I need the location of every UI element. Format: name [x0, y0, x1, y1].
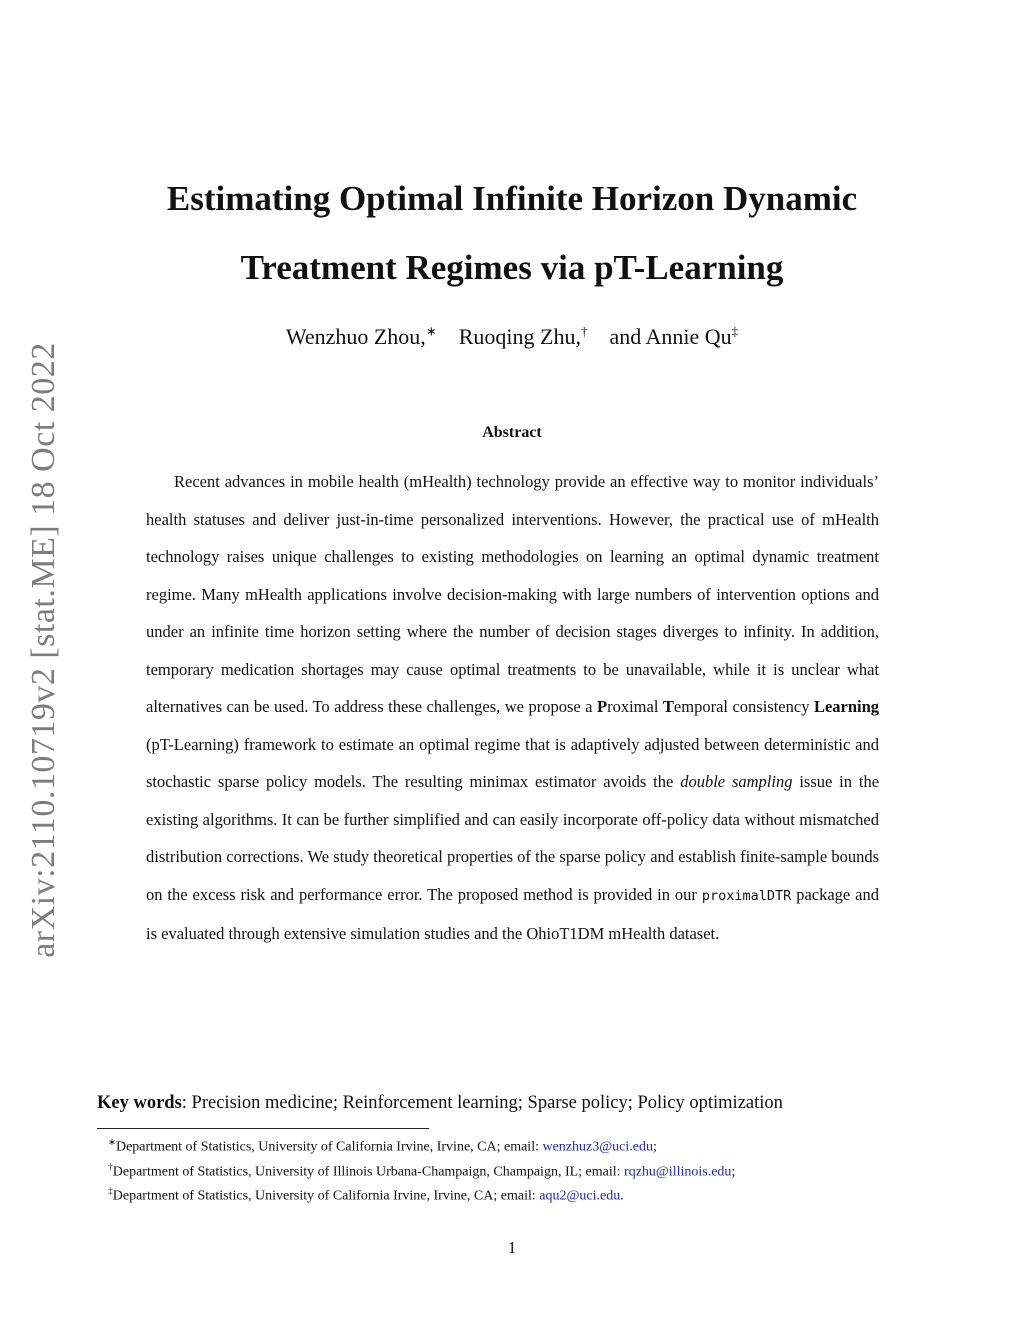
footnote-end: .	[620, 1188, 624, 1204]
footnote-mark: ‡	[108, 1187, 113, 1198]
abstract-text-2: (pT-Learning) framework to estimate an optimal regime that is adaptively adjusted between deterministic and stochastic sparse policy models. The resulting minimax estimator avoids the	[146, 734, 879, 791]
email-link[interactable]: aqu2@uci.edu	[539, 1188, 621, 1204]
abstract-heading: Abstract	[482, 424, 542, 441]
keywords	[97, 1093, 927, 1114]
author-list	[0, 324, 1024, 350]
footnote-mark: ∗	[108, 1138, 116, 1148]
title-line-2: Treatment Regimes via pT-Learning	[240, 248, 784, 287]
arxiv-identifier: arXiv:2110.10719v2 [stat.ME] 18 Oct 2022	[25, 342, 62, 958]
footnote-divider	[97, 1128, 429, 1129]
abstract-italic: double sampling	[680, 772, 793, 791]
author-2	[459, 324, 588, 349]
email-link[interactable]: wenzhuz3@uci.edu	[542, 1139, 653, 1155]
author-mark: ∗	[425, 324, 437, 339]
abstract-body	[146, 463, 879, 953]
abstract-bold-learning: Learning	[813, 697, 880, 716]
footnote-mark: †	[108, 1162, 113, 1173]
abstract-code: proximalDTR	[701, 887, 792, 904]
keywords-label: Key words	[97, 1093, 182, 1113]
page-number: 1	[507, 1238, 517, 1257]
author-name: Ruoqing Zhu,	[458, 324, 581, 350]
footnote-end: ;	[652, 1139, 657, 1155]
abstract-bold-p: P	[597, 697, 608, 716]
abstract-text-1: Recent advances in mobile health (mHealth) technology provide an effective way to monitor individuals’ health statuses and deliver just-in-time personalized interventions. However, the practical use of mHealth technology raises unique challenges to existing methodologies on learning an optimal dynamic treatment regime. Many mHealth applications involve decision-making with large numbers of intervention options and under an infinite time horizon setting where the number of decision stages diverges to infinity. In addition, temporary medication shortages may cause optimal treatments to be unavailable, while it is unclear what alternatives can be used. To address these challenges, we propose a	[146, 472, 879, 716]
keywords-text: : Precision medicine; Reinforcement learning; Sparse policy; Policy optimization	[181, 1093, 783, 1113]
abstract-bold-t: T	[662, 697, 674, 716]
footnote-text: Department of Statistics, University of California Irvine, Irvine, CA; email:	[112, 1188, 540, 1204]
author-name: Wenzhuo Zhou,	[285, 324, 426, 350]
footnote	[108, 1182, 988, 1207]
abstract-text-roximal: roximal	[607, 697, 659, 716]
footnote-text: Department of Statistics, University of Illinois Urbana-Champaign, Champaign, IL; email:	[112, 1164, 625, 1180]
footnote	[108, 1158, 988, 1183]
abstract-text-3: issue in the existing algorithms. It can be further simplified and can easily incorporate off-policy data without mismatched distribution corrections. We study theoretical properties of the sparse policy and establish finite-sample bounds on the excess risk and performance error. The proposed method is provided in our	[146, 772, 880, 904]
footnote-text: Department of Statistics, University of California Irvine, Irvine, CA; email:	[115, 1139, 543, 1155]
abstract-text-emporal: emporal consistency	[673, 697, 810, 716]
footnote	[108, 1133, 988, 1158]
author-1	[286, 324, 437, 349]
footnote-end: ;	[731, 1164, 736, 1180]
author-prefix: and	[609, 324, 642, 350]
footnotes	[108, 1133, 988, 1207]
author-3	[609, 324, 738, 349]
title-line-1: Estimating Optimal Infinite Horizon Dynamic	[166, 179, 858, 218]
author-mark: ‡	[731, 324, 739, 339]
author-mark: †	[580, 324, 588, 339]
email-link[interactable]: rqzhu@illinois.edu	[624, 1164, 732, 1180]
author-name: Annie Qu	[645, 324, 732, 350]
paper-title	[100, 164, 924, 302]
abstract-text-4: package and is evaluated through extensive simulation studies and the OhioT1DM mHealth dataset.	[146, 884, 880, 943]
